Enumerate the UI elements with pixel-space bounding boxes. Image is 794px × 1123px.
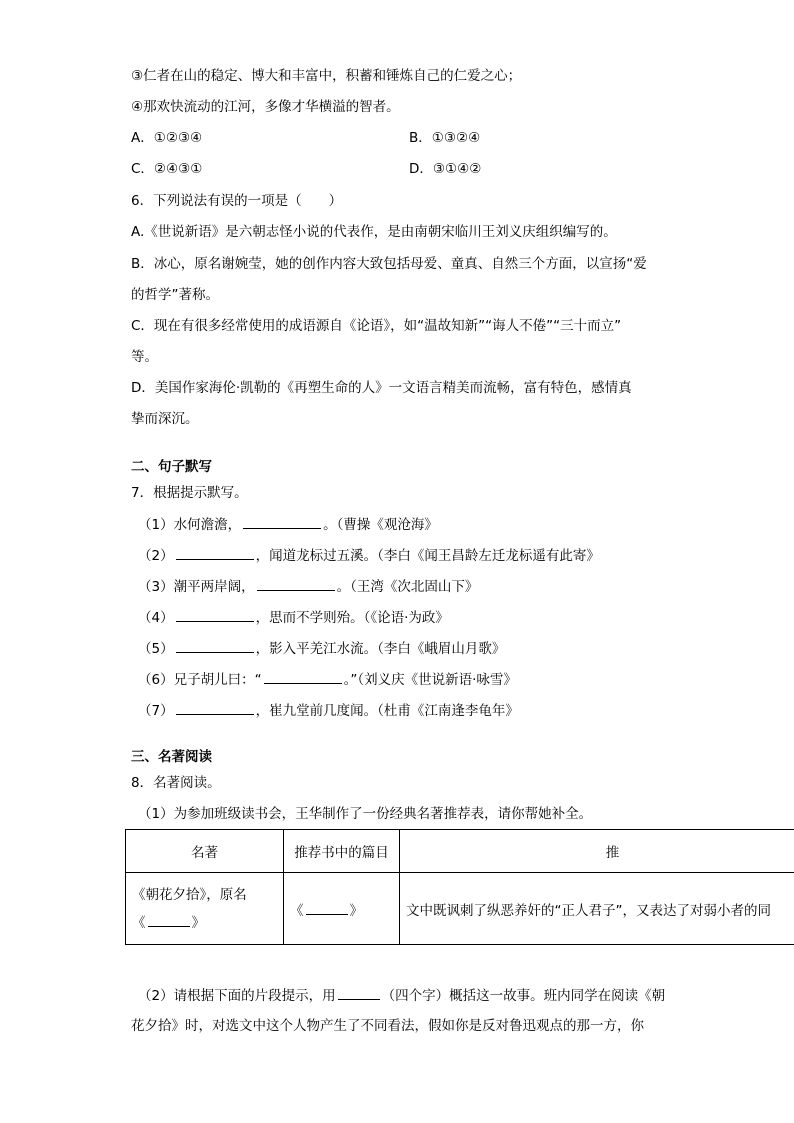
recite-suffix: 。（曹操《观沧海》 (323, 517, 438, 533)
recite-suffix: 。（王湾《次北固山下》 (336, 579, 479, 595)
q6-option-d-line1: D．美国作家海伦·凯勒的《再塑生命的人》一文语言精美而流畅，富有特色，感情真 (131, 380, 632, 396)
choice-b: B．①③②④ (409, 130, 481, 146)
q6-option-d-line2: 挚而深沉。 (131, 411, 199, 427)
table-header-row (126, 830, 794, 873)
answer-blank[interactable] (176, 701, 254, 715)
section-2-title: 二、句子默写 (131, 459, 212, 475)
recite-item (138, 701, 519, 720)
recite-prefix: （3）潮平两岸阔， (138, 579, 255, 595)
choice-a: A．①②③④ (131, 130, 203, 146)
answer-blank[interactable] (257, 577, 335, 591)
question-8-2-line1 (138, 986, 665, 1005)
answer-blank[interactable] (148, 913, 190, 927)
recite-item (138, 515, 438, 534)
recite-prefix: （6）兄子胡儿曰：“ (138, 672, 262, 688)
bracket-close: 》 (349, 902, 363, 919)
book-title: 《朝花夕拾》，原名 (132, 886, 247, 903)
choice-c: C．②④③① (131, 161, 203, 177)
answer-blank[interactable] (176, 608, 254, 622)
option-line-4: ④那欢快流动的江河，多像才华横溢的智者。 (131, 99, 400, 115)
recite-prefix: （1）水何澹澹， (138, 517, 242, 533)
cell-chapter (284, 873, 400, 945)
q6-option-b-line2: 的哲学”著称。 (131, 287, 219, 303)
answer-blank[interactable] (176, 639, 254, 653)
question-6: 6．下列说法有误的一项是（ ） (131, 193, 343, 209)
answer-blank[interactable] (243, 515, 321, 529)
q6-option-c-line1: C．现在有很多经常使用的成语源自《论语》，如“温故知新”“诲人不倦”“三十而立” (131, 318, 622, 334)
question-8-1: （1）为参加班级读书会，王华制作了一份经典名著推荐表，请你帮她补全。 (138, 806, 593, 822)
recite-suffix: 。”（刘义庆《世说新语·咏雪》 (343, 672, 517, 688)
section-3-title: 三、名著阅读 (131, 749, 212, 765)
cell-reason: 文中既讽刺了纵恶养奸的“正人君子”，又表达了对弱小者的同 (400, 873, 794, 945)
recite-item (138, 546, 600, 565)
answer-blank[interactable] (264, 670, 342, 684)
header-book: 名著 (126, 830, 284, 873)
bracket-close: 》 (191, 914, 205, 931)
recite-prefix: （4） (138, 610, 174, 626)
answer-blank[interactable] (338, 986, 380, 1000)
bracket-open: 《 (132, 914, 146, 931)
cell-book (126, 873, 284, 945)
recite-suffix: ，闻道龙标过五溪。（李白《闻王昌龄左迁龙标遥有此寄》 (255, 548, 600, 564)
q8-2-suffix: （四个字）概括这一故事。班内同学在阅读《朝 (381, 988, 666, 1004)
q6-option-a: A.《世说新语》是六朝志怪小说的代表作，是由南朝宋临川王刘义庆组织编写的。 (131, 224, 617, 240)
recite-prefix: （7） (138, 703, 174, 719)
header-reason: 推 (400, 830, 794, 873)
recite-prefix: （5） (138, 641, 174, 657)
recite-item (138, 577, 478, 596)
table-row (126, 873, 794, 945)
recommendation-table (125, 829, 794, 945)
question-7: 7．根据提示默写。 (131, 485, 248, 501)
recite-prefix: （2） (138, 548, 174, 564)
answer-blank[interactable] (176, 546, 254, 560)
question-8-2-line2: 花夕拾》时，对选文中这个人物产生了不同看法，假如你是反对鲁迅观点的那一方，你 (131, 1018, 644, 1034)
q6-option-c-line2: 等。 (131, 349, 158, 365)
recite-suffix: ，崔九堂前几度闻。（杜甫《江南逢李龟年》 (255, 703, 519, 719)
q6-option-b-line1: B．冰心，原名谢婉莹，她的创作内容大致包括母爱、童真、自然三个方面，以宣扬“爱 (131, 256, 647, 272)
question-8: 8．名著阅读。 (131, 775, 221, 791)
option-line-3: ③仁者在山的稳定、博大和丰富中，积蓄和锤炼自己的仁爱之心； (131, 68, 522, 84)
choice-d: D．③①④② (409, 161, 482, 177)
recite-item (138, 608, 449, 627)
answer-blank[interactable] (306, 901, 348, 915)
recite-suffix: ，思而不学则殆。（《论语·为政》 (255, 610, 449, 626)
recite-item (138, 670, 517, 689)
q8-2-prefix: （2）请根据下面的片段提示，用 (138, 988, 336, 1004)
header-chapter: 推荐书中的篇目 (284, 830, 400, 873)
bracket-open: 《 (290, 902, 304, 919)
recite-item (138, 639, 505, 658)
recite-suffix: ，影入平羌江水流。（李白《峨眉山月歌》 (255, 641, 506, 657)
original-title-line (132, 909, 277, 937)
